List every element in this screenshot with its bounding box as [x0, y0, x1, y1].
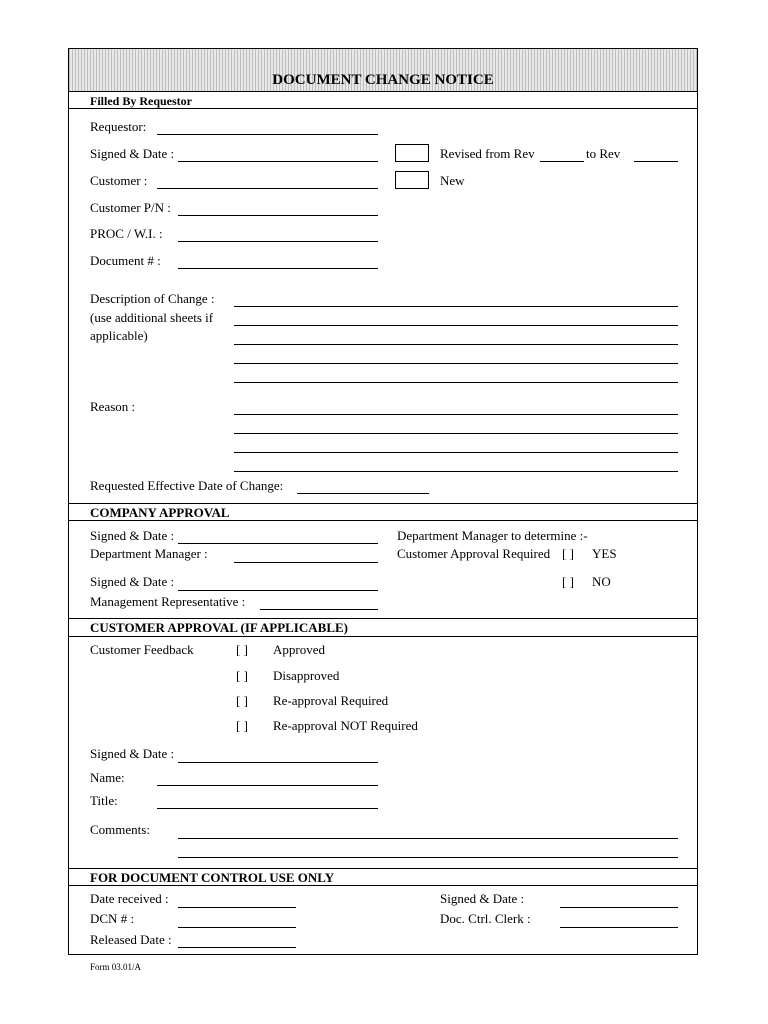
customer-label: Customer : [90, 173, 148, 188]
description-line[interactable] [234, 325, 678, 326]
reason-line[interactable] [234, 433, 678, 434]
comments-label: Comments: [90, 822, 150, 837]
section-heading-doc-control: FOR DOCUMENT CONTROL USE ONLY [90, 870, 335, 885]
section-divider [68, 108, 698, 109]
dept-manager-label: Department Manager : [90, 546, 208, 561]
doc-control-signed-date-label: Signed & Date : [440, 891, 525, 906]
mgmt-signed-date-field[interactable] [178, 590, 378, 591]
customer-pn-field[interactable] [178, 215, 378, 216]
company-signed-date-label: Signed & Date : [90, 528, 175, 543]
revised-from-field[interactable] [540, 161, 584, 162]
disapproved-checkbox[interactable]: [ ] [236, 668, 248, 683]
no-label: NO [592, 574, 611, 589]
no-checkbox[interactable]: [ ] [562, 574, 574, 589]
yes-checkbox[interactable]: [ ] [562, 546, 574, 561]
released-date-field[interactable] [178, 947, 296, 948]
mgmt-rep-label: Management Representative : [90, 594, 246, 609]
section-heading-requestor: Filled By Requestor [90, 94, 192, 108]
doc-ctrl-clerk-label: Doc. Ctrl. Clerk : [440, 911, 531, 926]
description-note: (use additional sheets if [90, 310, 214, 325]
to-rev-label: to Rev [586, 146, 621, 161]
requestor-label: Requestor: [90, 119, 147, 134]
description-line[interactable] [234, 382, 678, 383]
customer-pn-label: Customer P/N : [90, 200, 171, 215]
document-no-field[interactable] [178, 268, 378, 269]
customer-approval-required-label: Customer Approval Required [397, 546, 551, 561]
requestor-field[interactable] [157, 134, 378, 135]
reapproval-not-required-label: Re-approval NOT Required [273, 718, 418, 733]
yes-label: YES [592, 546, 617, 561]
reapproval-not-required-checkbox[interactable]: [ ] [236, 718, 248, 733]
revised-checkbox[interactable] [395, 144, 429, 162]
comments-line[interactable] [178, 857, 678, 858]
title-label: Title: [90, 793, 118, 808]
description-label: Description of Change : [90, 291, 215, 306]
signed-date-field[interactable] [178, 161, 378, 162]
comments-line[interactable] [178, 838, 678, 839]
reapproval-required-label: Re-approval Required [273, 693, 389, 708]
section-heading-company-approval: COMPANY APPROVAL [90, 505, 230, 520]
document-no-label: Document # : [90, 253, 161, 268]
approved-label: Approved [273, 642, 325, 657]
section-heading-customer-approval: CUSTOMER APPROVAL (IF APPLICABLE) [90, 620, 348, 635]
signed-date-label: Signed & Date : [90, 146, 175, 161]
customer-signed-date-field[interactable] [178, 762, 378, 763]
section-divider [68, 503, 698, 504]
form-title: DOCUMENT CHANGE NOTICE [272, 72, 494, 88]
released-date-label: Released Date : [90, 932, 172, 947]
date-received-label: Date received : [90, 891, 169, 906]
to-rev-field[interactable] [634, 161, 678, 162]
date-received-field[interactable] [178, 907, 296, 908]
dcn-label: DCN # : [90, 911, 135, 926]
mgmt-signed-date-label: Signed & Date : [90, 574, 175, 589]
section-divider [68, 636, 698, 637]
new-label: New [440, 173, 465, 188]
company-signed-date-field[interactable] [178, 543, 378, 544]
title-field[interactable] [157, 808, 378, 809]
proc-wi-label: PROC / W.I. : [90, 226, 163, 241]
reason-label: Reason : [90, 399, 136, 414]
customer-field[interactable] [157, 188, 378, 189]
section-divider [68, 91, 698, 92]
customer-signed-date-label: Signed & Date : [90, 746, 175, 761]
description-line[interactable] [234, 306, 678, 307]
reason-line[interactable] [234, 452, 678, 453]
name-label: Name: [90, 770, 125, 785]
form-number: Form 03.01/A [90, 962, 142, 972]
section-divider [68, 868, 698, 869]
mgmt-rep-field[interactable] [260, 609, 378, 610]
name-field[interactable] [157, 785, 378, 786]
proc-wi-field[interactable] [178, 241, 378, 242]
form-frame [68, 48, 698, 955]
new-checkbox[interactable] [395, 171, 429, 189]
doc-ctrl-clerk-field[interactable] [560, 927, 678, 928]
reapproval-required-checkbox[interactable]: [ ] [236, 693, 248, 708]
description-line[interactable] [234, 363, 678, 364]
section-divider [68, 885, 698, 886]
approved-checkbox[interactable]: [ ] [236, 642, 248, 657]
description-line[interactable] [234, 344, 678, 345]
reason-line[interactable] [234, 414, 678, 415]
dept-to-determine-text: Department Manager to determine :- [397, 528, 588, 543]
revised-from-label: Revised from Rev [440, 146, 535, 161]
description-note: applicable) [90, 328, 148, 343]
disapproved-label: Disapproved [273, 668, 340, 683]
section-divider [68, 520, 698, 521]
dcn-field[interactable] [178, 927, 296, 928]
dept-manager-field[interactable] [234, 562, 378, 563]
section-divider [68, 618, 698, 619]
doc-control-signed-date-field[interactable] [560, 907, 678, 908]
effective-date-label: Requested Effective Date of Change: [90, 478, 284, 493]
customer-feedback-label: Customer Feedback [90, 642, 194, 657]
effective-date-field[interactable] [297, 493, 429, 494]
reason-line[interactable] [234, 471, 678, 472]
